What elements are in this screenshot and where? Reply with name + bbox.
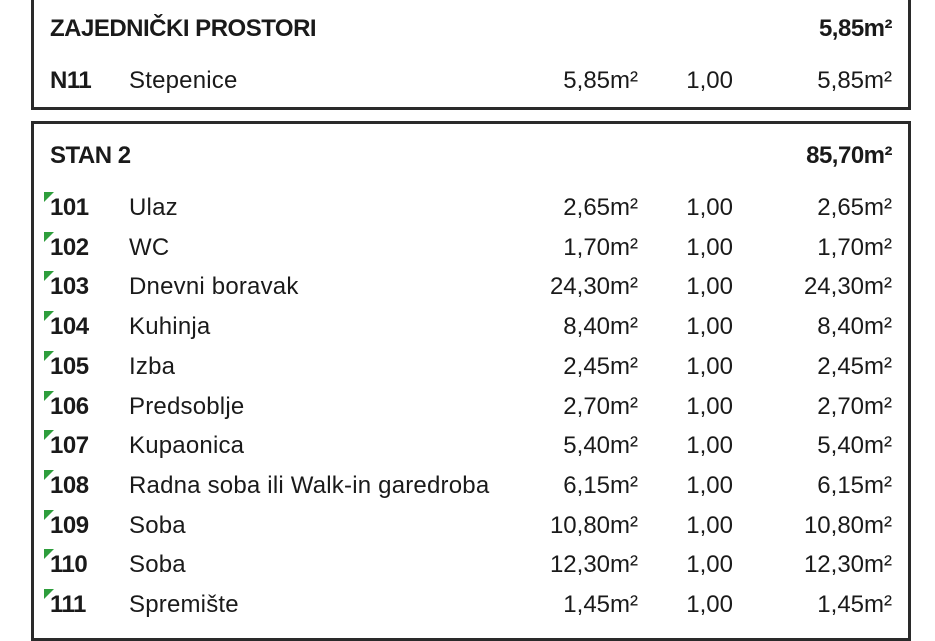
room-name: Soba bbox=[129, 511, 186, 539]
room-total: 6,15m² bbox=[817, 471, 892, 499]
room-area: 1,45m² bbox=[563, 591, 638, 618]
room-area: 12,30m² bbox=[549, 551, 638, 579]
room-total: 8,40m² bbox=[817, 313, 892, 341]
room-code: 111 bbox=[50, 591, 86, 618]
room-name: Predsoblje bbox=[129, 392, 245, 420]
section-total: 85,70m² bbox=[806, 142, 892, 169]
table-row bbox=[34, 507, 908, 545]
table-row bbox=[34, 586, 908, 624]
room-total: 24,30m² bbox=[803, 273, 892, 301]
room-coefficient: 1,00 bbox=[686, 471, 733, 499]
room-coefficient: 1,00 bbox=[686, 67, 733, 94]
section-header bbox=[34, 137, 908, 175]
room-area: 6,15m² bbox=[563, 471, 638, 499]
room-total: 10,80m² bbox=[803, 511, 892, 539]
room-coefficient: 1,00 bbox=[686, 551, 733, 579]
room-code: 105 bbox=[50, 352, 89, 380]
room-coefficient: 1,00 bbox=[686, 392, 733, 420]
table-row bbox=[34, 348, 908, 386]
room-code: 103 bbox=[50, 273, 89, 301]
room-area: 2,45m² bbox=[563, 352, 638, 380]
room-coefficient: 1,00 bbox=[686, 233, 733, 261]
room-total: 2,70m² bbox=[817, 392, 892, 420]
room-total: 1,45m² bbox=[817, 591, 892, 618]
table-row bbox=[34, 229, 908, 267]
room-coefficient: 1,00 bbox=[686, 273, 733, 301]
room-name: Dnevni boravak bbox=[129, 273, 299, 301]
room-area: 5,40m² bbox=[563, 432, 638, 460]
room-coefficient: 1,00 bbox=[686, 511, 733, 539]
section-title: ZAJEDNIČKI PROSTORI bbox=[50, 15, 317, 42]
room-total: 12,30m² bbox=[803, 551, 892, 579]
room-coefficient: 1,00 bbox=[686, 432, 733, 460]
room-name: Kupaonica bbox=[129, 432, 245, 460]
room-code: 106 bbox=[50, 392, 89, 420]
room-name: Stepenice bbox=[129, 67, 238, 94]
section-header bbox=[34, 10, 908, 48]
room-total: 2,45m² bbox=[817, 352, 892, 380]
table-row bbox=[34, 427, 908, 465]
room-name: Spremište bbox=[129, 591, 239, 618]
section-total: 5,85m² bbox=[818, 15, 892, 42]
table-row bbox=[34, 546, 908, 584]
room-area: 2,70m² bbox=[563, 392, 638, 420]
table-row bbox=[34, 467, 908, 505]
room-name: Radna soba ili Walk-in garedroba bbox=[129, 471, 490, 499]
room-name: Ulaz bbox=[129, 194, 178, 221]
table-row bbox=[34, 62, 908, 100]
room-total: 1,70m² bbox=[817, 233, 892, 261]
table-row bbox=[34, 308, 908, 346]
room-code: 104 bbox=[50, 313, 89, 341]
room-coefficient: 1,00 bbox=[686, 591, 733, 618]
room-coefficient: 1,00 bbox=[686, 352, 733, 380]
room-total: 5,40m² bbox=[817, 432, 892, 460]
room-area: 24,30m² bbox=[549, 273, 638, 301]
room-name: WC bbox=[129, 233, 170, 261]
room-code: 108 bbox=[50, 471, 89, 499]
room-area: 10,80m² bbox=[549, 511, 638, 539]
room-area: 2,65m² bbox=[563, 194, 638, 221]
room-total: 2,65m² bbox=[817, 194, 892, 221]
room-total: 5,85m² bbox=[817, 67, 892, 94]
section-title: STAN 2 bbox=[50, 142, 131, 169]
table-row bbox=[34, 189, 908, 227]
room-area: 8,40m² bbox=[563, 313, 638, 341]
room-code: 101 bbox=[50, 194, 89, 221]
section-apartment bbox=[31, 121, 911, 641]
room-coefficient: 1,00 bbox=[686, 313, 733, 341]
table-row bbox=[34, 388, 908, 426]
section-common-areas bbox=[31, 0, 911, 110]
room-coefficient: 1,00 bbox=[686, 194, 733, 221]
room-name: Kuhinja bbox=[129, 313, 211, 341]
room-code: 107 bbox=[50, 432, 89, 460]
room-code: 109 bbox=[50, 511, 89, 539]
room-code: 102 bbox=[50, 233, 89, 261]
room-code: 110 bbox=[50, 551, 88, 579]
room-name: Izba bbox=[129, 352, 176, 380]
room-name: Soba bbox=[129, 551, 186, 579]
table-row bbox=[34, 268, 908, 306]
room-area: 1,70m² bbox=[563, 233, 638, 261]
room-code: N11 bbox=[50, 67, 92, 94]
room-area: 5,85m² bbox=[563, 67, 638, 94]
